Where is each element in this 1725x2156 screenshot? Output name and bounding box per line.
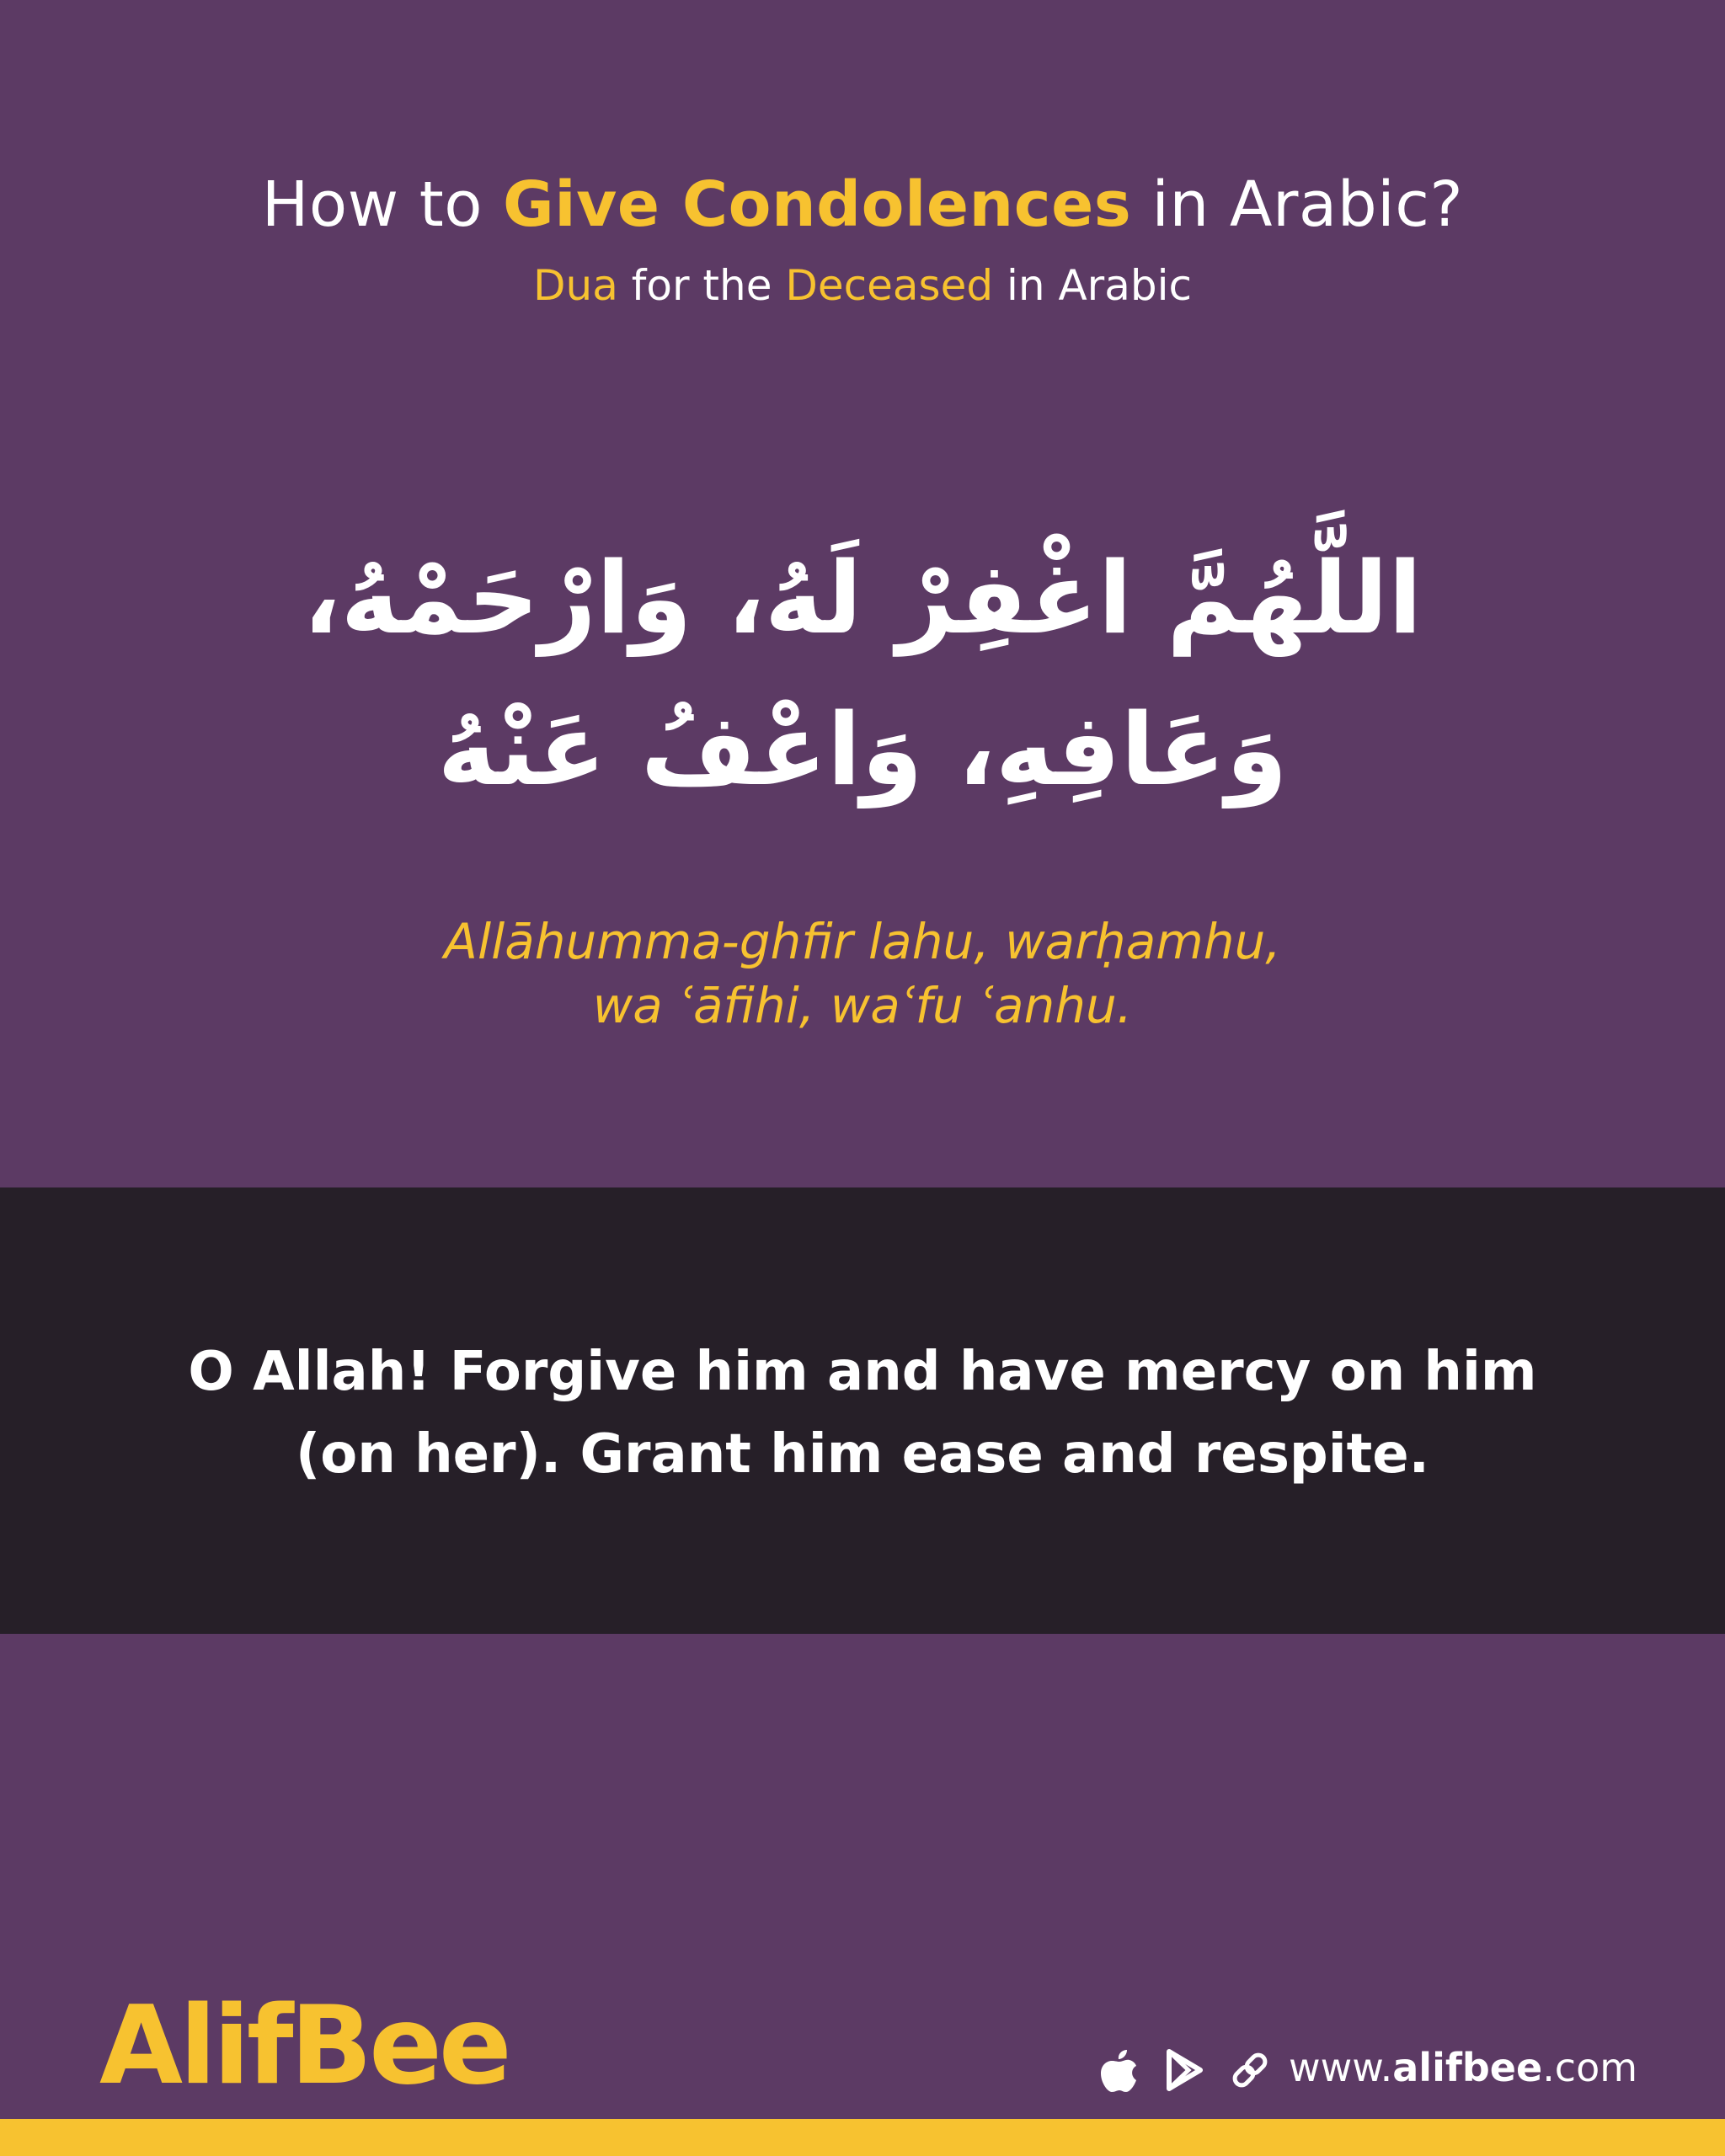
english-translation: [84, 1331, 1641, 1496]
arabic-line-2: وَعَافِهِ، وَاعْفُ عَنْهُ: [437, 691, 1288, 808]
page-subtitle: [0, 261, 1725, 310]
arabic-dua: [168, 522, 1557, 825]
subtitle-dua: Dua: [533, 261, 618, 310]
subtitle-in-arabic: in Arabic: [993, 261, 1192, 310]
title-suffix: in Arabic?: [1131, 168, 1464, 241]
subtitle-deceased: Deceased: [785, 261, 994, 310]
translation-line-2: (on her). Grant him ease and respite.: [296, 1423, 1429, 1486]
website-prefix: www.: [1289, 2045, 1393, 2090]
website-link[interactable]: [1289, 2042, 1637, 2093]
website-suffix: .com: [1542, 2045, 1638, 2090]
translation-line-1: O Allah! Forgive him and have mercy on him: [188, 1341, 1537, 1403]
play-store-icon[interactable]: [1165, 2049, 1204, 2091]
page-title: [0, 168, 1725, 241]
title-prefix: How to: [261, 168, 504, 241]
transliteration-line-2: wa ʿāfihi, waʿfu ʿanhu.: [592, 977, 1133, 1034]
subtitle-for-the: for the: [617, 261, 786, 310]
link-icon[interactable]: [1229, 2049, 1271, 2091]
alifbee-logo: AlifBee: [99, 1983, 509, 2109]
arabic-line-1: اللَّهُمَّ اغْفِرْ لَهُ، وَارْحَمْهُ،: [302, 540, 1423, 656]
title-highlight: Give Condolences: [503, 168, 1132, 241]
transliteration: [168, 910, 1557, 1038]
apple-icon[interactable]: [1099, 2047, 1140, 2094]
bottom-accent-bar: [0, 2119, 1725, 2156]
transliteration-line-1: Allāhumma-ghfir lahu, warḥamhu,: [444, 913, 1281, 970]
footer-icons: [1099, 2045, 1271, 2095]
website-domain: alifbee: [1392, 2045, 1543, 2090]
